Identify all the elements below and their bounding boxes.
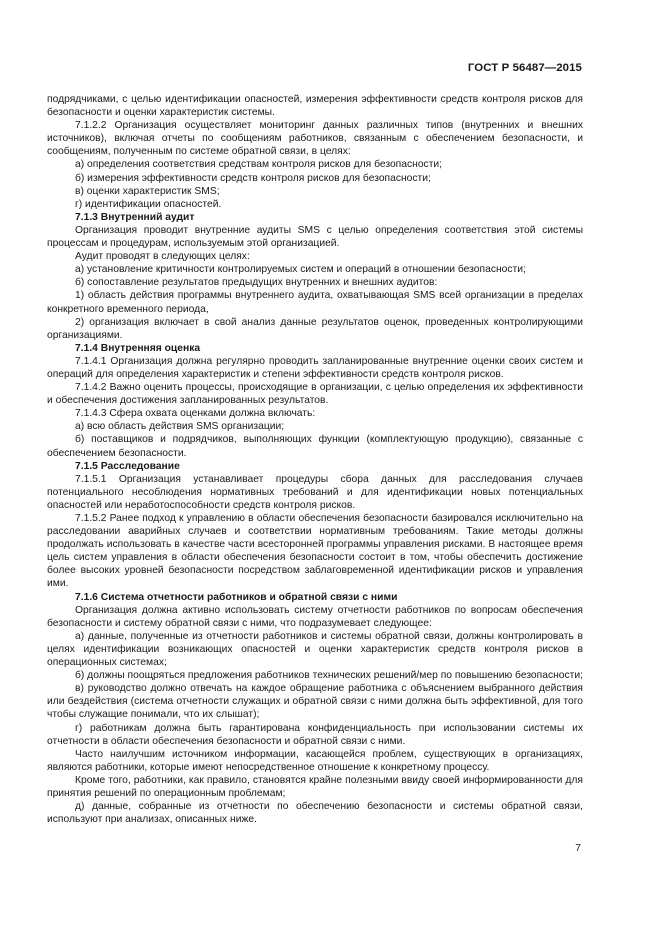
- paragraph: Часто наилучшим источником информации, касающейся проблем, существующих в организациях, являются работники, которые имеют непосредственное отношение к конкретному процессу.: [47, 748, 583, 773]
- paragraph: 7.1.5.2 Ранее подход к управлению в области обеспечения безопасности базировался исключительно на расследовании аварийных случаев и соответствии нормативным требованиям. Такие методы должны продолжать использовать в качестве части всесторонней программы управления рисками. В настоящее время цель систем управления в области обеспечения безопасности состоит в том, чтобы обеспечить достижение более высоких уровней безопасности посредством заблаговременной идентификации рисков и управления ими.: [47, 513, 583, 590]
- paragraph: а) определения соответствия средствам контроля рисков для безопасности;: [75, 159, 443, 171]
- paragraph: 7.1.4.2 Важно оценить процессы, происходящие в организации, с целью определения их эффективности и обеспечения достижения запланированных результатов.: [47, 382, 583, 407]
- document-body: [47, 93, 583, 826]
- paragraph: Организация должна активно использовать систему отчетности работников по вопросам обеспечения безопасности и систему обратной связи с ними, что подразумевает следующее:: [47, 604, 583, 629]
- page-number: 7: [575, 843, 581, 854]
- paragraph: 2) организация включает в свой анализ данные результатов оценок, проведенных контролирующими организациями.: [47, 316, 583, 341]
- paragraph: Кроме того, работники, как правило, становятся крайне полезными ввиду своей информированности для принятия решений по операционным проблемам;: [47, 774, 583, 799]
- paragraph: а) всю область действия SMS организации;: [75, 421, 285, 433]
- paragraph: б) сопоставление результатов предыдущих внутренних и внешних аудитов:: [75, 277, 438, 289]
- paragraph: а) данные, полученные из отчетности работников и системы обратной связи, должны контролировать в целях идентификации возникающих опасностей и оценки характеристик средств контроля рисков в операционных системах;: [47, 630, 583, 669]
- paragraph: 7.1.5.1 Организация устанавливает процедуры сбора данных для расследования случаев потенциального несоблюдения нормативных требований и для идентификации новых потенциальных опасностей или неработоспособности средств контроля рисков.: [47, 473, 583, 511]
- paragraph: 7.1.2.2 Организация осуществляет мониторинг данных различных типов (внутренних и внешних источников), включая отчеты по сообщениям работников, связанным с обеспечением безопасности, и сообщениям, полученным по системе обратной связи, в целях:: [47, 120, 583, 158]
- paragraph: 7.1.4.1 Организация должна регулярно проводить запланированные внутренние оценки своих систем и операций для определения характеристик и степени эффективности средств контроля рисков.: [47, 355, 583, 380]
- paragraph: б) измерения эффективности средств контроля рисков для безопасности;: [75, 172, 431, 184]
- paragraph: Организация проводит внутренние аудиты SMS с целью определения соответствия этой системы процессам и процедурам, используемым этой организацией.: [47, 224, 583, 250]
- section-heading: 7.1.4 Внутренняя оценка: [75, 342, 201, 354]
- paragraph: 7.1.4.3 Сфера охвата оценками должна включать:: [75, 408, 316, 420]
- paragraph: в) оценки характеристик SMS;: [75, 185, 220, 197]
- section-heading: 7.1.5 Расследование: [75, 460, 180, 472]
- paragraph: б) поставщиков и подрядчиков, выполняющих функции (комплектующую продукцию), связанные с обеспечением безопасности.: [47, 434, 583, 459]
- paragraph: подрядчиками, с целью идентификации опасностей, измерения эффективности средств контроля рисков для безопасности и оценки характеристик системы.: [47, 94, 583, 119]
- paragraph: 1) область действия программы внутреннего аудита, охватывающая SMS всей организации в пределах конкретного временного периода,: [47, 290, 583, 315]
- standard-number-header: ГОСТ Р 56487—2015: [467, 62, 582, 74]
- paragraph: а) установление критичности контролируемых систем и операций в отношении безопасности;: [75, 264, 526, 276]
- paragraph: Аудит проводят в следующих целях:: [75, 251, 250, 263]
- section-heading: 7.1.3 Внутренний аудит: [75, 211, 195, 223]
- paragraph: в) руководство должно отвечать на каждое обращение работника с объяснением выбранного действия или бездействия (система отчетности служащих и обратной связи с ними должна быть эффективной, для того чтобы служащие понимали, что их слышат);: [47, 683, 583, 721]
- paragraph: г) идентификации опасностей.: [75, 198, 222, 210]
- paragraph: д) данные, собранные из отчетности по обеспечению безопасности и системы обратной связи, используют при анализах, описанных ниже.: [47, 801, 583, 826]
- section-heading: 7.1.6 Система отчетности работников и обратной связи с ними: [75, 591, 398, 603]
- paragraph: б) должны поощряться предложения работников технических решений/мер по повышению безопасности;: [75, 670, 583, 682]
- paragraph: г) работникам должна быть гарантирована конфиденциальность при использовании системы их отчетности в области обеспечения безопасности и обратной связи с ними.: [47, 722, 583, 747]
